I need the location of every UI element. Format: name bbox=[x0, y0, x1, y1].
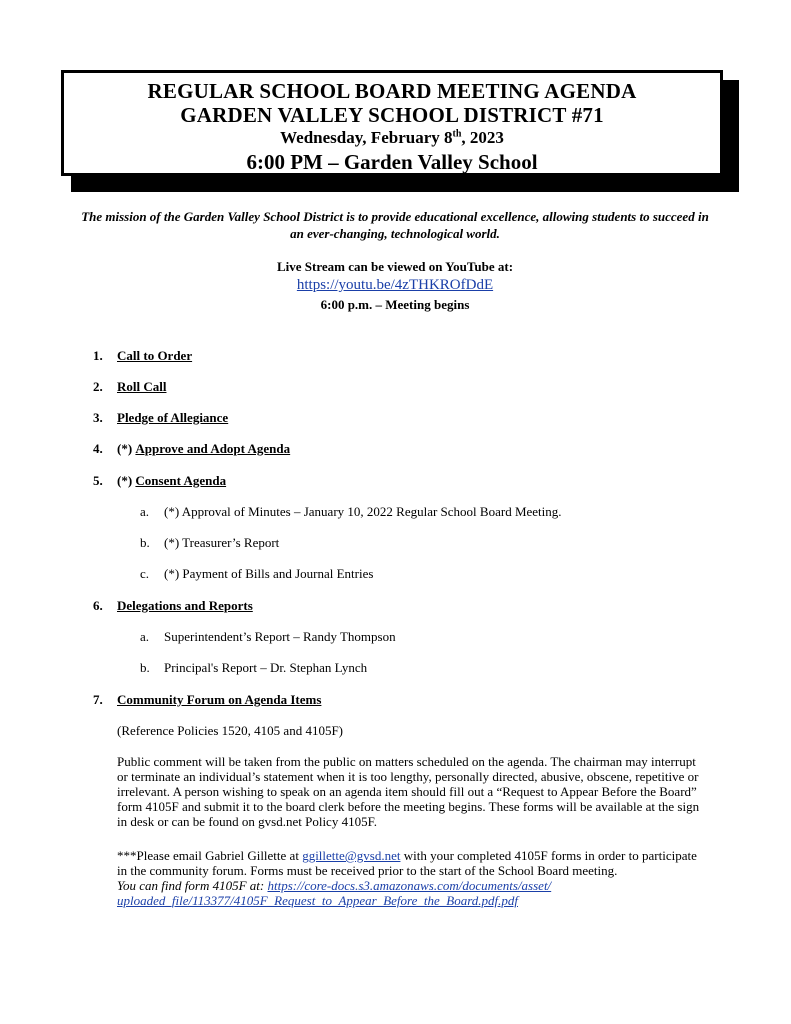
meeting-date bbox=[64, 127, 720, 149]
item-label: Delegations and Reports bbox=[117, 598, 253, 613]
subitem-letter: b. bbox=[140, 660, 150, 675]
subitem-letter: a. bbox=[140, 629, 150, 644]
form-link[interactable]: https://core-docs.s3.amazonaws.com/documents/asset/ bbox=[267, 878, 552, 893]
public-comment-line: or terminate an individual’s statement when it is too lengthy, personally directed, abusive, obscene, repetitive or bbox=[117, 769, 699, 784]
public-comment-line: in desk or can be found on gvsd.net Policy 4105F. bbox=[117, 814, 378, 829]
youtube-link[interactable]: https://youtu.be/4zTHKROfDdE bbox=[296, 277, 494, 293]
item-number: 1. bbox=[93, 348, 103, 363]
item-number: 7. bbox=[93, 692, 103, 707]
item-label: Pledge of Allegiance bbox=[117, 410, 229, 425]
item-label: Consent Agenda bbox=[135, 473, 227, 488]
email-pre: ***Please email Gabriel Gillette at bbox=[117, 848, 303, 863]
form-link-continued[interactable]: uploaded_file/113377/4105F_Request_to_Appear_Before_the_Board.pdf.pdf bbox=[117, 893, 519, 908]
mission-statement: The mission of the Garden Valley School District is to provide educational excellence, allowing students to succeed in an ever-changing, technological world. bbox=[81, 209, 709, 241]
action-mark: (*) bbox=[117, 473, 133, 488]
meeting-begins: 6:00 p.m. – Meeting begins bbox=[320, 297, 470, 312]
subitem-text: (*) Treasurer’s Report bbox=[164, 535, 280, 550]
subitem-text: Superintendent’s Report – Randy Thompson bbox=[164, 629, 396, 644]
form-link-line-2 bbox=[117, 893, 727, 908]
item-label: Community Forum on Agenda Items bbox=[117, 692, 322, 707]
action-mark: (*) bbox=[117, 441, 133, 456]
email-link[interactable]: ggillette@gvsd.net bbox=[302, 848, 401, 863]
item-label: Approve and Adopt Agenda bbox=[135, 441, 291, 456]
meeting-date-suffix: th bbox=[452, 128, 462, 140]
meeting-date-main: Wednesday, February 8 bbox=[280, 128, 453, 147]
item-number: 5. bbox=[93, 473, 103, 488]
item-number: 3. bbox=[93, 410, 103, 425]
public-comment-line: form 4105F and submit it to the board clerk before the meeting begins. These forms will be available at the sign bbox=[117, 799, 700, 814]
form-pre: You can find form 4105F at: bbox=[117, 878, 268, 893]
meeting-date-year: , 2023 bbox=[461, 128, 504, 147]
email-line-2: in the community forum. Forms must be received prior to the start of the School Board meeting. bbox=[117, 863, 618, 878]
item-label: Roll Call bbox=[117, 379, 167, 394]
subitem-letter: a. bbox=[140, 504, 150, 519]
item-label: Call to Order bbox=[117, 348, 193, 363]
email-post: with your completed 4105F forms in order to participate bbox=[400, 848, 697, 863]
email-instructions bbox=[117, 848, 727, 908]
subitem-text: (*) Payment of Bills and Journal Entries bbox=[164, 566, 374, 581]
policy-reference: (Reference Policies 1520, 4105 and 4105F) bbox=[117, 723, 344, 738]
subitem-letter: b. bbox=[140, 535, 150, 550]
subitem-text: Principal's Report – Dr. Stephan Lynch bbox=[164, 660, 368, 675]
meeting-time-location: 6:00 PM – Garden Valley School bbox=[246, 150, 538, 174]
live-stream-label: Live Stream can be viewed on YouTube at: bbox=[276, 259, 514, 274]
item-label-wrap bbox=[117, 473, 226, 489]
subitem-letter: c. bbox=[140, 566, 150, 581]
live-stream-block bbox=[80, 258, 710, 313]
item-number: 2. bbox=[93, 379, 103, 394]
public-comment-line: irrelevant. A person wishing to speak on an agenda item should fill out a “Request to Appear Before the Board” bbox=[117, 784, 697, 799]
item-label-wrap bbox=[117, 441, 290, 457]
form-link-line bbox=[117, 878, 727, 893]
public-comment-paragraph bbox=[117, 754, 727, 829]
agenda-title: REGULAR SCHOOL BOARD MEETING AGENDA bbox=[147, 79, 637, 103]
header-box bbox=[61, 70, 723, 176]
item-number: 4. bbox=[93, 441, 103, 456]
email-line bbox=[117, 848, 727, 863]
subitem-text: (*) Approval of Minutes – January 10, 2022 Regular School Board Meeting. bbox=[164, 504, 562, 519]
item-number: 6. bbox=[93, 598, 103, 613]
district-name: GARDEN VALLEY SCHOOL DISTRICT #71 bbox=[180, 103, 604, 127]
public-comment-line: Public comment will be taken from the public on matters scheduled on the agenda. The chairman may interrupt bbox=[117, 754, 696, 769]
